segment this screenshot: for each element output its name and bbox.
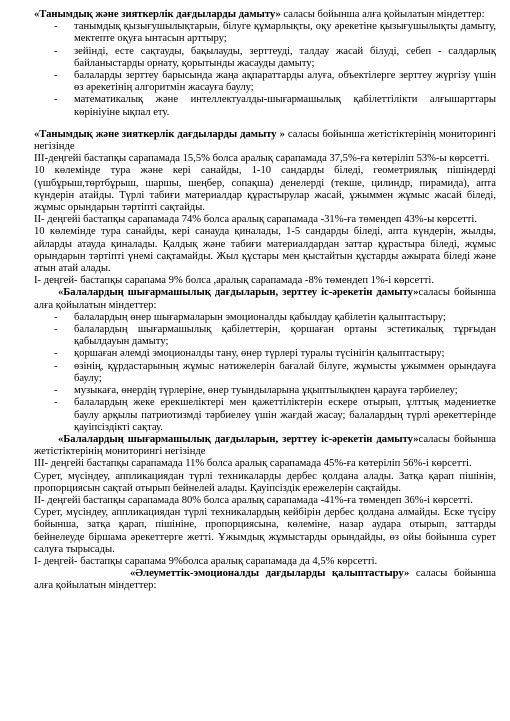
section4-heading-bold: «Балалардың шығармашылық дағдыларын, зерттеу іс-әрекетін дамыту»: [58, 433, 419, 445]
list-item: - балалардың жеке ерекшеліктері мен қажеттіліктерін ескере отырып, ұлттық мәдениетке баулу арқылы патриотизмді тәрбиелеу үшін жағдай жасау; балалардың түрлі әрекеттерінде қауіпсіздікті сақтау.: [34, 397, 496, 434]
list-item: - балалардың шығармашылық қабілеттерін, қоршаған ортаны эстетикалық тұрғыдан қабылдауын дамыту;: [34, 324, 496, 348]
paragraph: I- деңгей- бастапқы сарапама 9%болса аралық сарапамада да 4,5% көрсетті.: [34, 555, 378, 567]
list-item: - танымдық қызығушылықтарын, білуге құмарлықты, оқу әрекетіне қызығушылықты дамыту, мектепте оқуға ынтасын арттыру;: [34, 21, 496, 45]
section3-task-list: [34, 312, 496, 434]
section1-heading-bold: «Танымдық және зияткерлік дағдыларды дамыту»: [34, 9, 281, 20]
paragraph: II- деңгейі бастапқы сарапамада 74% болса аралық сарапамада -31%-ға төмендеп 43%-ы көрсетті.: [34, 214, 478, 226]
section3-heading-bold: «Балалардың шығармашылық дағдыларын, зерттеу іс-әрекетін дамыту»: [58, 287, 419, 299]
list-item: - балаларды зерттеу барысында жаңа ақпараттарды алуға, объектілерге зерттеу жүргізу үшін өз әрекетінің алгоритмін жасауға баулу;: [34, 70, 496, 94]
paragraph: III-деңгейі бастапқы сарапамада 15,5% болса аралық сарапамада 37,5%-ға көтерілiп 53%-ы көрсетті.: [34, 153, 490, 165]
section4-heading-rest: саласы бойынша жетістіктерінің мониторингі негізінде: [34, 433, 496, 458]
section1-heading: [34, 9, 496, 21]
section5-heading-rest: саласы бойынша алға қойылатын міндеттер:: [34, 568, 496, 592]
paragraph: II- деңгейі бастапқы сарапамада 80% болса аралық сарапамада -41%-ға төмендеп 36%-і көрсетті.: [34, 494, 473, 506]
section3-heading: [34, 287, 496, 311]
list-item: - өзінің, құрдастарының жұмыс нәтижелерін бағалай білуге, жұмысты ұжыммен орындауға баулу;: [34, 361, 496, 385]
section5-heading: [34, 568, 496, 592]
paragraph: III- деңгейі бастапқы сарапамада 11% болса аралық сарапамада 45%-ға көтерілiп 56%-і көрсетті.: [34, 458, 472, 470]
paragraph: 10 көлемінде тура санайды, кері санауда қиналады, 1-5 сандарды біледі, апта күндерін, жылды, айларды атауда қиналады. Қалдық және табиғи материалдардан заттар құрастыра біледі, жұмыс орындарын тәртіпті үнемі сақтамайды. Жыл құстары мен қыстайтын құстарды ажырата біледі және атын атай алады.: [34, 226, 496, 275]
section1-task-list: [34, 21, 496, 119]
section4-heading: [34, 434, 496, 458]
paragraph: I- деңгей- бастапқы сарапама 9% болса ,аралық сарапамада -8% төмендеп 1%-і көрсетті.: [34, 275, 435, 287]
paragraph: Сурет, мүсіндеу, аппликациядан түрлі техникалардың кейбірін дербес қолдана алмайды. Еске түсіру бойынша, затқа қарап, пішініне, пропорциясына, көлеміне, назар аудара отырып, заттарды бейнелеуде біршама әрекеттерге жетті. Ұжымдық жұмыстарды орындайды, өз ойы бойынша сурет салуға тырысады.: [34, 507, 496, 555]
list-item: - математикалық және интеллектуалды-шығармашылық қабілеттілікти алғышарттары көрініуіне ықпал ету.: [34, 94, 496, 118]
section3-heading-rest: саласы бойынша алға қойылатын міндеттер:: [34, 287, 496, 311]
paragraph: 10 көлемінде тура және кері санайды, 1-10 сандарды біледі, геометриялық пішіндерді (үшбұрыш,төртбұрыш, шаршы, шеңбер, сопақша) денелерді (текше, цилиндр, пирамида), апта күндерін атайды. Түрлі табиғи материалдар құрастырулар жасай, ұжыммен жұмыс жасай біледі, жұмыс орындарын тәртіпті сақтайды.: [34, 165, 496, 214]
section5-heading-bold: «Әлеуметтік-эмоционалды дағдыларды қалыптастыру»: [130, 568, 410, 580]
section2-heading: [34, 129, 496, 153]
section2-heading-rest: саласы бойынша жетістіктерінің мониторингі негізінде: [34, 128, 496, 153]
section2-heading-bold: «Танымдық және зияткерлік дағдыларды дамыту »: [34, 128, 285, 140]
list-item: - балалардың өнер шығармаларын эмоционалды қабылдау қабілетін қалыптастыру;: [34, 312, 496, 324]
paragraph: Сурет, мүсіндеу, аппликациядан түрлі техникаларды дербес қолдана алады. Затқа қарап пішінін, пропорциясын сақтай отырып бейнелей алады. Қауіпсіздік ережелерін сақтайды.: [34, 470, 496, 494]
list-item: - музыкаға, өнердің түрлеріне, өнер туындыларына ұқыптылықпен қарауға тәрбиелеу;: [34, 385, 496, 397]
list-item: - зейінді, есте сақтауды, бақылауды, зерттеуді, талдау жасай білуді, себеп - салдарлық байланыстарды орнату, қорытынды жасауды дамыту;: [34, 46, 496, 70]
section1-heading-rest: саласы бойынша алға қойылатын міндеттер:: [280, 9, 485, 20]
list-item: - қоршаған әлемді эмоционалды тану, өнер түрлері туралы түсінігін қалыптастыру;: [34, 348, 496, 360]
